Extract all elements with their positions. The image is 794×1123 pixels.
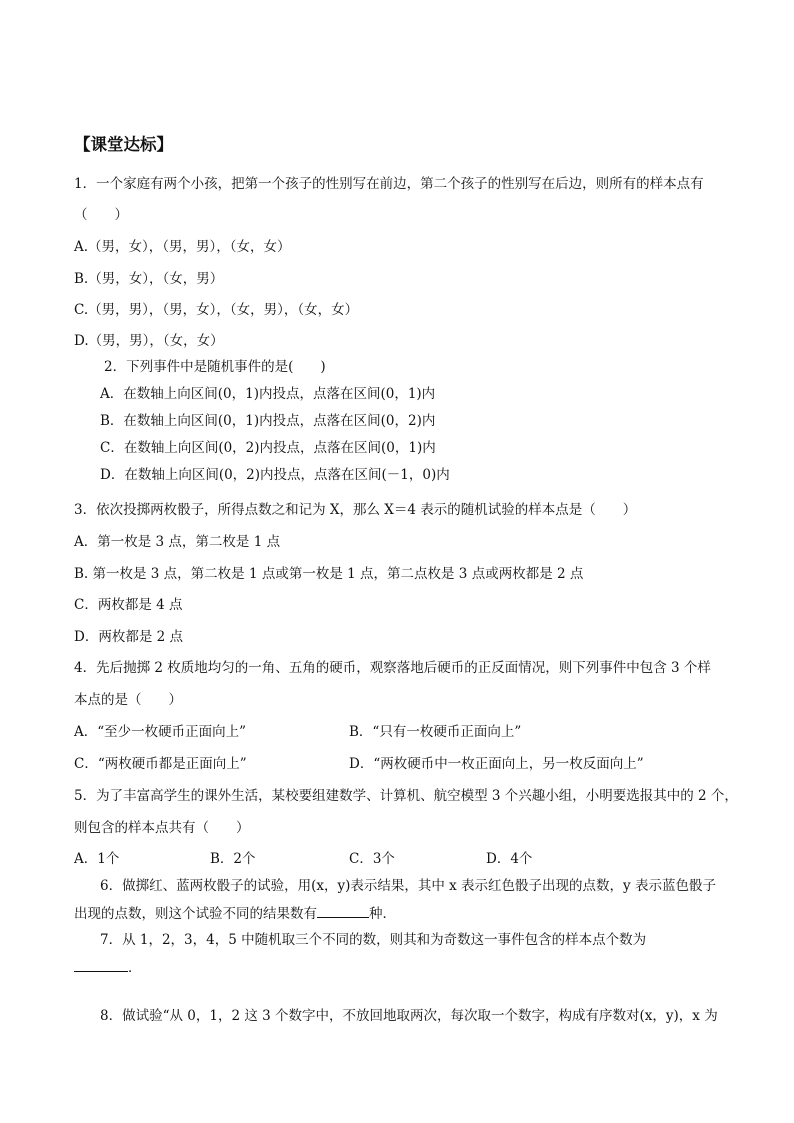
q6-answer-blank bbox=[317, 903, 369, 918]
q4-option-a: A．“至少一枚硬币正面向上” bbox=[74, 724, 247, 740]
q5-option-d: D．4个 bbox=[486, 851, 533, 867]
q5-stem-line2: 则包含的样本点共有（ ） bbox=[74, 820, 250, 836]
q4-stem-line2: 本点的是（ ） bbox=[74, 692, 182, 708]
q4-option-b: B．“只有一枚硬币正面向上” bbox=[349, 724, 522, 740]
q1-option-b: B.（男，女），（女，男） bbox=[74, 271, 224, 287]
q6-line2-text: 出现的点数，则这个试验不同的结果数有 bbox=[74, 906, 317, 922]
q5-stem-line1: 5．为了丰富高学生的课外生活，某校要组建数学、计算机、航空模型 3 个兴趣小组，小明要选报其中的 2 个， bbox=[74, 788, 738, 804]
q3-stem: 3．依次投掷两枚骰子，所得点数之和记为 X，那么 X＝4 表示的随机试验的样本点是（ ） bbox=[74, 502, 637, 518]
q5-option-b: B．2个 bbox=[210, 851, 256, 867]
q1-stem-line1: 1．一个家庭有两个小孩，把第一个孩子的性别写在前边，第二个孩子的性别写在后边，则所有的样本点有 bbox=[74, 176, 704, 192]
q3-option-d: D．两枚都是 2 点 bbox=[74, 629, 183, 645]
q4-option-c: C．“两枚硬币都是正面向上” bbox=[74, 756, 247, 772]
q1-option-c: C.（男，男），（男，女），（女，男），（女，女） bbox=[74, 302, 359, 318]
q6-line2-suffix: 种． bbox=[369, 906, 396, 922]
q2-stem: 2．下列事件中是随机事件的是( ) bbox=[104, 359, 326, 375]
section-heading: 【课堂达标】 bbox=[74, 135, 173, 154]
q7-line2 bbox=[74, 957, 142, 978]
q8-line1: 8．做试验“从 0，1，2 这 3 个数字中，不放回地取两次，每次取一个数字，构成有序数对(x，y)，x 为 bbox=[100, 1008, 718, 1024]
q7-answer-blank bbox=[74, 957, 128, 972]
q2-option-a: A．在数轴上向区间(0，1)内投点，点落在区间(0，1)内 bbox=[100, 386, 436, 402]
q6-line1: 6．做掷红、蓝两枚骰子的试验，用(x，y)表示结果，其中 x 表示红色骰子出现的点数，y 表示蓝色骰子 bbox=[100, 878, 716, 894]
q3-option-a: A．第一枚是 3 点，第二枚是 1 点 bbox=[74, 534, 281, 550]
q2-option-d: D．在数轴上向区间(0，2)内投点，点落在区间(－1，0)内 bbox=[100, 467, 450, 483]
q2-option-b: B．在数轴上向区间(0，1)内投点，点落在区间(0，2)内 bbox=[100, 413, 436, 429]
q3-option-b: B. 第一枚是 3 点，第二枚是 1 点或第一枚是 1 点，第二点枚是 3 点或两枚都是 2 点 bbox=[74, 566, 584, 582]
q1-option-a: A.（男，女），（男，男），（女，女） bbox=[74, 239, 291, 255]
q1-stem-line2: （ ） bbox=[74, 207, 128, 223]
q1-option-d: D.（男，男），（女，女） bbox=[74, 333, 224, 349]
q4-option-d: D．“两枚硬币中一枚正面向上，另一枚反面向上” bbox=[349, 756, 644, 772]
q6-line2 bbox=[74, 903, 396, 924]
q3-option-c: C．两枚都是 4 点 bbox=[74, 597, 183, 613]
q7-line2-suffix: ． bbox=[128, 960, 142, 976]
q2-option-c: C．在数轴上向区间(0，2)内投点，点落在区间(0，1)内 bbox=[100, 440, 436, 456]
q5-option-a: A．1个 bbox=[74, 851, 120, 867]
q5-option-c: C．3个 bbox=[349, 851, 395, 867]
q4-stem-line1: 4．先后抛掷 2 枚质地均匀的一角、五角的硬币，观察落地后硬币的正反面情况，则下列事件中包含 3 个样 bbox=[74, 660, 711, 676]
q7-line1: 7．从 1，2，3，4，5 中随机取三个不同的数，则其和为奇数这一事件包含的样本点个数为 bbox=[100, 932, 647, 948]
